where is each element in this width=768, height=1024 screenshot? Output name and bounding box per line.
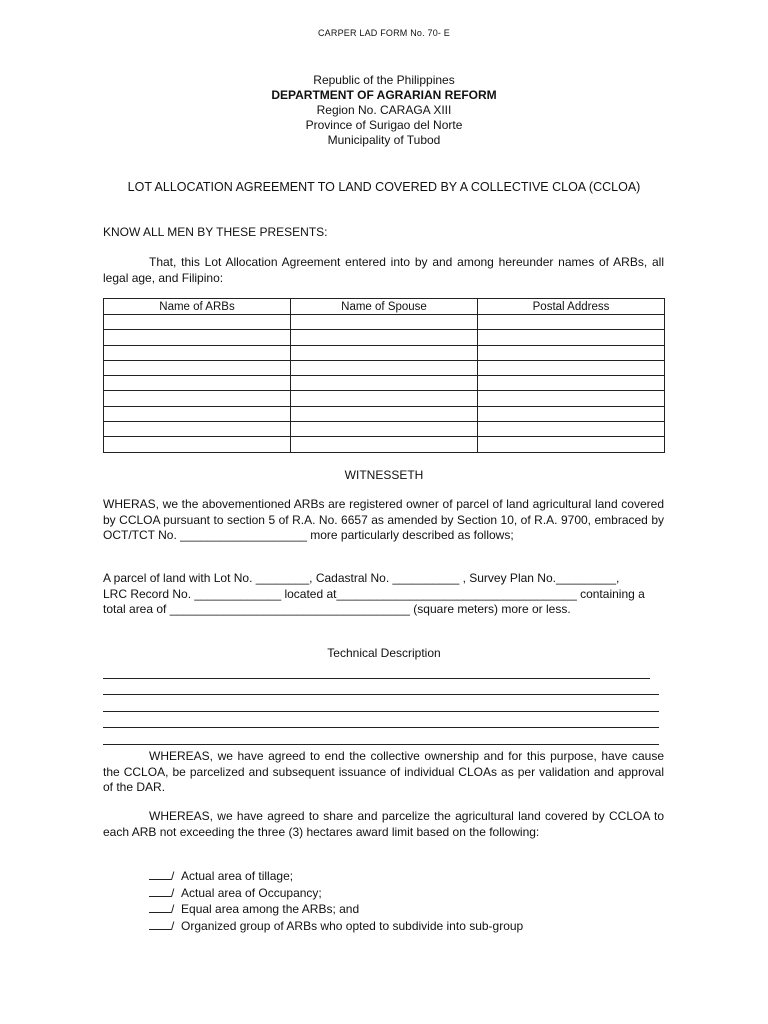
technical-description-line[interactable]	[103, 728, 659, 745]
postal-address-cell[interactable]	[478, 330, 665, 345]
header-region: Region No. CARAGA XIII	[316, 103, 452, 117]
option-item: / Equal area among the ARBs; and	[149, 901, 523, 918]
technical-description-line[interactable]	[103, 695, 659, 712]
postal-address-cell[interactable]	[478, 315, 665, 330]
option-check-blank[interactable]	[149, 868, 171, 880]
spouse-name-cell[interactable]	[291, 406, 478, 421]
table-row	[104, 345, 665, 360]
arb-name-cell[interactable]	[104, 376, 291, 391]
table-row	[104, 391, 665, 406]
option-label: Equal area among the ARBs; and	[181, 902, 360, 916]
header-republic: Republic of the Philippines	[313, 73, 455, 87]
arb-name-cell[interactable]	[104, 422, 291, 437]
spouse-name-cell[interactable]	[291, 315, 478, 330]
table-row	[104, 315, 665, 330]
table-row	[104, 422, 665, 437]
column-header-name-of-spouse: Name of Spouse	[291, 299, 478, 315]
postal-address-cell[interactable]	[478, 376, 665, 391]
arb-name-cell[interactable]	[104, 330, 291, 345]
spouse-name-cell[interactable]	[291, 437, 478, 452]
column-header-name-of-arbs: Name of ARBs	[104, 299, 291, 315]
option-label: Organized group of ARBs who opted to subdivide into sub-group	[181, 918, 524, 933]
spouse-name-cell[interactable]	[291, 422, 478, 437]
arb-name-cell[interactable]	[104, 345, 291, 360]
form-number: CARPER LAD FORM No. 70- E	[317, 28, 451, 38]
table-header-row	[104, 299, 665, 315]
intro-paragraph: That, this Lot Allocation Agreement entered into by and among hereunder names of ARBs, all legal age, and Filipino:	[103, 255, 664, 285]
technical-description-heading: Technical Description	[327, 646, 441, 660]
option-item: / Actual area of tillage;	[149, 868, 523, 885]
option-check-blank[interactable]	[149, 901, 171, 913]
spouse-name-cell[interactable]	[291, 360, 478, 375]
option-check-blank[interactable]	[149, 918, 171, 930]
arb-name-cell[interactable]	[104, 391, 291, 406]
arb-name-cell[interactable]	[104, 360, 291, 375]
technical-description-line[interactable]	[103, 712, 659, 729]
know-all-heading: KNOW ALL MEN BY THESE PRESENTS:	[103, 225, 328, 239]
arb-name-cell[interactable]	[104, 406, 291, 421]
spouse-name-cell[interactable]	[291, 345, 478, 360]
technical-description-line[interactable]	[103, 679, 659, 696]
option-item: / Organized group of ARBs who opted to subdivide into sub-group	[149, 918, 523, 935]
spouse-name-cell[interactable]	[291, 376, 478, 391]
header-municipality: Municipality of Tubod	[327, 133, 441, 147]
document-title: LOT ALLOCATION AGREEMENT TO LAND COVERED BY A COLLECTIVE CLOA (CCLOA)	[127, 180, 641, 194]
parcel-line-lrc: LRC Record No. _____________ located at____________________________________ containing a	[103, 586, 645, 601]
technical-description-line[interactable]	[103, 662, 650, 679]
option-label: Actual area of Occupancy;	[181, 885, 322, 900]
table-row	[104, 360, 665, 375]
parcel-line-lot: A parcel of land with Lot No. ________, Cadastral No. __________ , Survey Plan No._________,	[103, 571, 620, 585]
option-check-blank[interactable]	[149, 885, 171, 897]
option-item: / Actual area of Occupancy;	[149, 885, 523, 902]
arbs-table	[103, 298, 665, 453]
table-row	[104, 330, 665, 345]
parcel-line-area: total area of ____________________________________ (square meters) more or less.	[103, 602, 571, 616]
technical-description-lines[interactable]	[103, 662, 659, 745]
postal-address-cell[interactable]	[478, 437, 665, 452]
whereas-share-parcelize-paragraph: WHEREAS, we have agreed to share and parcelize the agricultural land covered by CCLOA to each ARB not exceeding the three (3) hectares award limit based on the following:	[103, 809, 664, 839]
spouse-name-cell[interactable]	[291, 330, 478, 345]
table-row	[104, 406, 665, 421]
allocation-basis-options	[149, 868, 523, 934]
postal-address-cell[interactable]	[478, 345, 665, 360]
postal-address-cell[interactable]	[478, 360, 665, 375]
option-label: Actual area of tillage;	[181, 869, 294, 883]
header-province: Province of Surigao del Norte	[305, 118, 463, 132]
postal-address-cell[interactable]	[478, 391, 665, 406]
arb-name-cell[interactable]	[104, 315, 291, 330]
arb-name-cell[interactable]	[104, 437, 291, 452]
postal-address-cell[interactable]	[478, 422, 665, 437]
document-header	[0, 73, 768, 148]
header-department: DEPARTMENT OF AGRARIAN REFORM	[271, 88, 497, 102]
whereas-registered-owner-paragraph: WHERAS, we the abovementioned ARBs are registered owner of parcel of land agricultural land covered by CCLOA pursuant to section 5 of R.A. No. 6657 as amended by Section 10, of R.A. 9700, embraced by OCT/TCT No. ___________________ more particularly described as follows;	[103, 497, 664, 542]
column-header-postal-address: Postal Address	[478, 299, 665, 315]
parcel-description-paragraph	[103, 571, 664, 618]
whereas-end-collective-paragraph: WHEREAS, we have agreed to end the collective ownership and for this purpose, have cause the CCLOA, be parcelized and subsequent issuance of individual CLOAs as per validation and approval of the DAR.	[103, 749, 664, 794]
postal-address-cell[interactable]	[478, 406, 665, 421]
table-row	[104, 376, 665, 391]
spouse-name-cell[interactable]	[291, 391, 478, 406]
table-row	[104, 437, 665, 452]
witnesseth-heading: WITNESSETH	[344, 468, 424, 482]
